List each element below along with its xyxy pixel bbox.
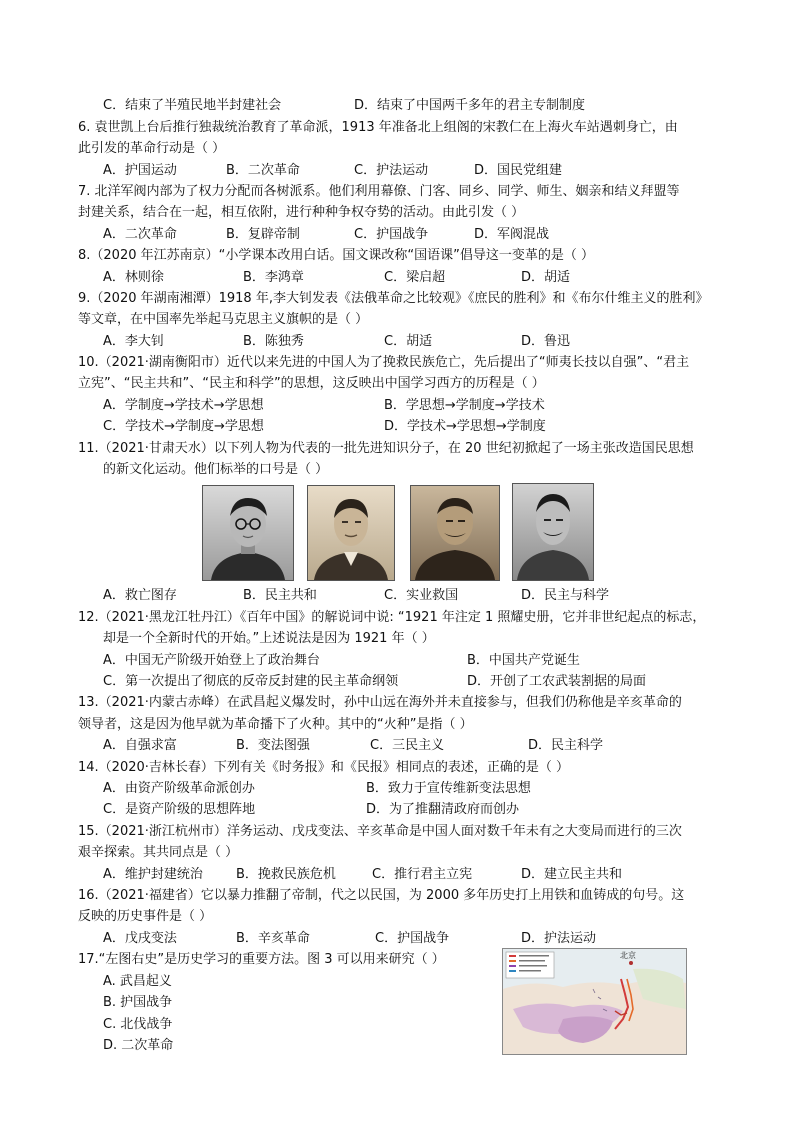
q15-option-a[interactable]: A．维护封建统治: [103, 867, 203, 882]
q9-stem-line1: 9.（2020 年湖南湘潭）1918 年,李大钊发表《法俄革命之比较观》《庶民的胜利》和《布尔什维主义的胜利》: [78, 291, 709, 306]
q15-option-c[interactable]: C．推行君主立宪: [372, 867, 473, 882]
q16-option-c[interactable]: C．护国战争: [375, 931, 450, 946]
q16-stem-line2: 反映的历史事件是（ ）: [78, 909, 213, 924]
q10-stem-line2: 立宪”、“民主共和”、“民主和科学”的思想，这反映出中国学习西方的历程是（ ）: [78, 376, 545, 391]
q10-option-c[interactable]: C．学技术→学制度→学思想: [103, 419, 264, 434]
q8-option-c[interactable]: C．梁启超: [384, 270, 446, 285]
q6-stem-line1: 6. 袁世凯上台后推行独裁统治教育了革命派，1913 年准备北上组阁的宋教仁在上海火车站遇刺身亡，由: [78, 120, 678, 135]
q13-stem-line2: 领导者，这是因为他早就为革命播下了火种。其中的“火种”是指（ ）: [78, 717, 473, 732]
q11-stem-line2: 的新文化运动。他们标举的口号是（ ）: [103, 462, 329, 477]
q10-stem-line1: 10.（2021·湖南衡阳市）近代以来先进的中国人为了挽救民族危亡，先后提出了“师夷长技以自强”、“君主: [78, 355, 690, 370]
q9-option-a[interactable]: A．李大钊: [103, 334, 164, 349]
q10-option-b[interactable]: B．学思想→学制度→学技术: [384, 398, 545, 413]
q7-option-d[interactable]: D．军阀混战: [474, 227, 550, 242]
q7-option-c[interactable]: C．护国战争: [354, 227, 429, 242]
portrait-photo-3: [410, 485, 500, 581]
q16-option-b[interactable]: B．辛亥革命: [236, 931, 310, 946]
q7-stem-line1: 7. 北洋军阀内部为了权力分配而各树派系。他们利用幕僚、门客、同乡、同学、师生、姻亲和结义拜盟等: [78, 184, 680, 199]
map-label-beijing: 北京: [620, 951, 636, 960]
q17-option-c[interactable]: C. 北伐战争: [103, 1017, 173, 1032]
q12-option-d[interactable]: D．开创了工农武装割据的局面: [467, 674, 647, 689]
q10-option-d[interactable]: D．学技术→学思想→学制度: [384, 419, 546, 434]
q17-stem-line1: 17.“左图右史”是历史学习的重要方法。图 3 可以用来研究（ ）: [78, 952, 445, 967]
q14-option-a[interactable]: A．由资产阶级革命派创办: [103, 781, 255, 796]
q8-option-d[interactable]: D．胡适: [521, 270, 571, 285]
q12-stem-line2: 却是一个全新时代的开始。”上述说法是因为 1921 年（ ）: [103, 631, 435, 646]
q6-option-d[interactable]: D．国民党组建: [474, 163, 563, 178]
q12-option-a[interactable]: A．中国无产阶级开始登上了政治舞台: [103, 653, 320, 668]
q14-option-c[interactable]: C．是资产阶级的思想阵地: [103, 802, 256, 817]
q13-option-d[interactable]: D．民主科学: [528, 738, 604, 753]
q11-stem-line1: 11.（2021·甘肃天水）以下列人物为代表的一批先进知识分子，在 20 世纪初掀起了一场主张改造国民思想: [78, 441, 694, 456]
q14-option-d[interactable]: D．为了推翻清政府而创办: [366, 802, 520, 817]
q11-option-c[interactable]: C．实业救国: [384, 588, 459, 603]
q6-stem-line2: 此引发的革命行动是（ ）: [78, 141, 226, 156]
historical-map-figure: [502, 948, 687, 1055]
q16-option-a[interactable]: A．戊戌变法: [103, 931, 177, 946]
portrait-photo-1: [202, 485, 294, 581]
q8-stem-line1: 8.（2020 年江苏南京）“小学课本改用白话。国文课改称“国语课”倡导这一变革的是（ ）: [78, 248, 594, 263]
q5-option-c[interactable]: C．结束了半殖民地半封建社会: [103, 98, 282, 113]
q14-stem-line1: 14.（2020·吉林长春）下列有关《时务报》和《民报》相同点的表述，正确的是（ ）: [78, 760, 570, 775]
q8-option-a[interactable]: A．林则徐: [103, 270, 164, 285]
q16-stem-line1: 16.（2021·福建省）它以暴力推翻了帝制，代之以民国，为 2000 多年历史打上用铁和血铸成的句号。这: [78, 888, 685, 903]
q12-option-b[interactable]: B．中国共产党诞生: [467, 653, 580, 668]
q17-option-d[interactable]: D. 二次革命: [103, 1038, 174, 1053]
q9-option-b[interactable]: B．陈独秀: [243, 334, 304, 349]
q13-option-c[interactable]: C．三民主义: [370, 738, 445, 753]
q5-option-d[interactable]: D．结束了中国两千多年的君主专制制度: [354, 98, 586, 113]
q7-option-a[interactable]: A．二次革命: [103, 227, 177, 242]
q6-option-c[interactable]: C．护法运动: [354, 163, 429, 178]
q13-option-b[interactable]: B．变法图强: [236, 738, 310, 753]
q9-option-d[interactable]: D．鲁迅: [521, 334, 571, 349]
q11-option-d[interactable]: D．民主与科学: [521, 588, 610, 603]
q9-option-c[interactable]: C．胡适: [384, 334, 433, 349]
q7-stem-line2: 封建关系，结合在一起，相互依附，进行种种争权夺势的活动。由此引发（ ）: [78, 205, 525, 220]
q6-option-a[interactable]: A．护国运动: [103, 163, 177, 178]
q7-option-b[interactable]: B．复辟帝制: [226, 227, 300, 242]
q17-option-b[interactable]: B. 护国战争: [103, 995, 173, 1010]
q10-option-a[interactable]: A．学制度→学技术→学思想: [103, 398, 264, 413]
q14-option-b[interactable]: B．致力于宣传维新变法思想: [366, 781, 531, 796]
q15-option-b[interactable]: B．挽救民族危机: [236, 867, 336, 882]
q15-option-d[interactable]: D．建立民主共和: [521, 867, 623, 882]
q17-option-a[interactable]: A. 武昌起义: [103, 974, 172, 989]
portrait-photo-4: [512, 483, 594, 581]
q13-option-a[interactable]: A．自强求富: [103, 738, 177, 753]
q9-stem-line2: 等文章，在中国率先举起马克思主义旗帜的是（ ）: [78, 312, 369, 327]
q16-option-d[interactable]: D．护法运动: [521, 931, 597, 946]
q11-option-a[interactable]: A．救亡图存: [103, 588, 177, 603]
q15-stem-line1: 15.（2021·浙江杭州市）洋务运动、戊戌变法、辛亥革命是中国人面对数千年未有之大变局而进行的三次: [78, 824, 682, 839]
q13-stem-line1: 13.（2021·内蒙古赤峰）在武昌起义爆发时，孙中山远在海外并未直接参与，但我们仍称他是辛亥革命的: [78, 695, 682, 710]
q11-option-b[interactable]: B．民主共和: [243, 588, 317, 603]
q12-option-c[interactable]: C．第一次提出了彻底的反帝反封建的民主革命纲领: [103, 674, 399, 689]
q12-stem-line1: 12.（2021·黑龙江牡丹江）《百年中国》的解说词中说: “1921 年注定 1 照耀史册，它并非世纪起点的标志，: [78, 610, 706, 625]
q15-stem-line2: 艰辛探索。其共同点是（ ）: [78, 845, 239, 860]
q8-option-b[interactable]: B．李鸿章: [243, 270, 304, 285]
portrait-photo-2: [307, 485, 395, 581]
q6-option-b[interactable]: B．二次革命: [226, 163, 300, 178]
